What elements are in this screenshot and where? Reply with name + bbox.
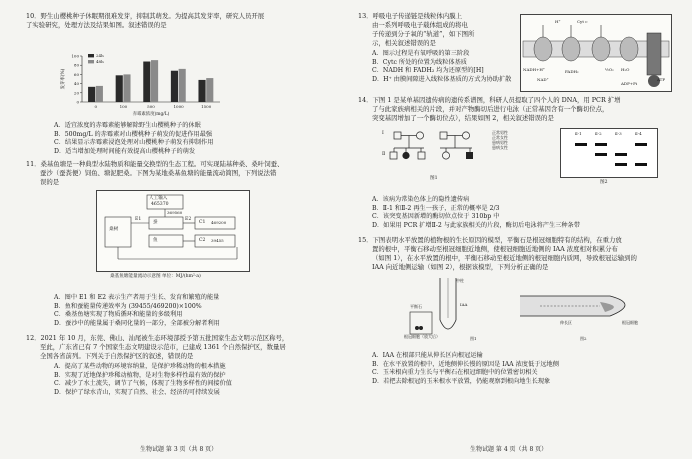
x-tick-label: 0 xyxy=(94,104,98,109)
q11-option-c: C．桑基鱼塘实现了物质循环和能量的多级利用 xyxy=(54,311,183,319)
q14-lane-4: Ⅱ-4 xyxy=(635,131,642,136)
q12-option-d: D．保护了绿水青山，实现了自然、社会、经济的可持续发展 xyxy=(54,388,220,396)
q11-node-fish: 鱼 xyxy=(153,238,158,243)
q13-label-fadh2: FADH₂ xyxy=(565,69,579,74)
q15-stem-line3: （如图 1），在水平放置的根中，平衡石移动至根近地侧的根冠细胞内质网，导致根冠运输到的 xyxy=(372,254,637,262)
q14-gen-1: Ⅰ xyxy=(382,131,384,136)
q11-stem-line2: 蚕沙（蚕粪便）饲鱼、塘泥肥桑。下图为某地桑基鱼塘的能量流动简图，下列说法错 xyxy=(40,169,277,177)
x-tick-label: 1500 xyxy=(201,104,212,109)
q11-node-c2: C2 xyxy=(199,238,206,243)
q13-option-b: B．Cytc 所处的位置为线粒体基质 xyxy=(372,58,467,66)
q13-label-half-o2: ½O₂ xyxy=(605,67,614,72)
q14-stem xyxy=(358,96,680,123)
q11-node-e2: E2 xyxy=(185,217,192,222)
q14-lane-1: Ⅱ-1 xyxy=(575,131,582,136)
q11-node-mulberry: 桑树 xyxy=(109,227,119,232)
q12-option-c: C．减少了水土流失，调节了气候，体现了生物多样性的间接价值 xyxy=(54,380,232,388)
q14-pedigree-drawing xyxy=(380,126,490,178)
y-tick-label: 100 xyxy=(71,53,79,59)
q13-stem-line4: 示，相关叙述错误的是 xyxy=(372,39,436,47)
q14-pedigree-figure xyxy=(380,126,530,188)
q10-option-d: D．适当增加处理时间能有效提高山樱桃种子的萌发 xyxy=(54,147,196,155)
q14-legend-item: 正常女性 xyxy=(492,135,508,140)
q14-gel-bands xyxy=(561,129,657,177)
q10-bar-chart xyxy=(60,44,230,116)
legend-swatch-24h xyxy=(88,54,94,57)
q14-gen-2: Ⅱ xyxy=(382,152,386,157)
q13-stem-line2: 由一系列呼吸电子载体组成的将电 xyxy=(372,21,468,29)
bar-24h-0 xyxy=(88,87,95,102)
bar-48h-500 xyxy=(151,60,158,102)
q15-root-figure xyxy=(400,276,660,344)
y-tick-label: 20 xyxy=(73,90,79,96)
q10-options xyxy=(40,122,340,156)
q15-options xyxy=(372,352,682,386)
q12-options xyxy=(40,363,340,397)
q14-legend-item: 患病男性 xyxy=(492,140,508,145)
bar-48h-0 xyxy=(96,86,103,102)
q11-box-value: 465370 xyxy=(151,202,169,207)
bar-48h-1500 xyxy=(206,78,213,102)
q12-stem-line2: 至此，广东省已有 7 个国家生态文明建设示范市，已建成 1361 个自然保护区，数量居 xyxy=(40,343,286,351)
q12-stem xyxy=(26,334,338,361)
q11-node-c1: C1 xyxy=(199,220,206,225)
q15-fig2-label: 图2 xyxy=(580,336,587,341)
q14-options xyxy=(372,196,682,230)
q11-stem xyxy=(26,160,338,187)
q15-fig1-label: 图1 xyxy=(470,336,477,341)
right-page-footer: 生物试题 第 4 页（共 8 页） xyxy=(470,446,548,453)
q13-label-h2o: H₂O xyxy=(621,67,630,72)
q13-options xyxy=(372,50,522,84)
q11-node-v3: 39455 xyxy=(211,238,224,243)
q11-figure-caption: 桑基鱼塘能量流动示意图 单位：MJ/(hm²·a) xyxy=(110,274,201,279)
q11-box-top: 人工输入 xyxy=(149,196,168,201)
bar-24h-1500 xyxy=(198,80,205,102)
q13-label-adp: ADP+Pi xyxy=(621,81,638,86)
y-tick-label: 60 xyxy=(73,71,79,77)
q10-option-a: A．适宜浓度的赤霉素能够解除野生山樱桃种子的休眠 xyxy=(54,122,201,129)
q11-options xyxy=(40,294,340,328)
q14-fig2-label: 图2 xyxy=(600,180,608,185)
q15-label-iaa: IAA xyxy=(460,302,468,307)
q11-node-v1: 369560 xyxy=(167,210,183,215)
bar-24h-1000 xyxy=(171,71,178,102)
q12-option-b: B．实现了近地保护珍稀动植物，是对生物多样性最有效的保护 xyxy=(54,371,226,379)
q11-option-b: B．鱼和蚕能量传递效率为 (39455/469200)×100% xyxy=(54,302,202,310)
q13-option-d: D．H⁺ 由膜间隙进入线粒体基质的方式为协助扩散 xyxy=(372,75,512,83)
q15-stem-line4: IAA 向近地侧运输（如图 2），根据该模型，下列分析正确的是 xyxy=(372,263,549,271)
q13-stem-line1: 13．呼吸电子传递链是线粒体内膜上 xyxy=(358,12,462,20)
q10-stem-line1: 10．野生山樱桃种子休眠期很难发芽，抑制其萌发。为提高其发芽率，研究人员开展 xyxy=(26,12,265,20)
q15-stem-line1: 15．下图表明水平放置的植物根的生长原因的模型，平衡石是根冠细胞特有的结构，在重力放 xyxy=(358,236,622,244)
q14-legend-item: 患病女性 xyxy=(492,145,508,150)
bar-24h-100 xyxy=(116,75,123,102)
q10-option-b: B．500mg/L 的赤霉素对山樱桃种子萌发的促进作用最强 xyxy=(54,130,213,138)
y-tick-label: 40 xyxy=(73,81,79,87)
q15-stem xyxy=(358,236,680,272)
q13-stem xyxy=(358,12,518,48)
y-tick-label: 80 xyxy=(73,62,79,68)
q13-stem-line3: 子传递到分子氧的“轨道”，如下图所 xyxy=(372,30,475,38)
q14-option-b: B．Ⅱ-1 和Ⅱ-2 再生一孩子，正常的概率是 2/3 xyxy=(372,204,500,212)
q15-option-c: C．玉米根向重力生长与平衡石在根冠细胞中的位置密切相关 xyxy=(372,369,538,377)
legend-label-48h: 48h xyxy=(96,59,104,65)
q13-option-c: C．NADH 和 FADH₂ 均为还原型的[H] xyxy=(372,67,484,75)
q13-label-atp: ATP xyxy=(657,77,666,82)
q11-node-v2: 469200 xyxy=(211,220,227,225)
q14-option-d: D．如果用 PCR 扩增Ⅱ-2 与此家族相关的片段，酶切后电泳将产生三种条带 xyxy=(372,221,580,229)
q14-legend xyxy=(492,130,508,150)
q11-diagram-lines xyxy=(97,191,249,271)
legend-label-24h: 24h xyxy=(96,53,104,59)
q13-label-nadh: NADH+H⁺ xyxy=(523,67,546,72)
x-axis-label: 赤霉素浓度(mg/L) xyxy=(132,112,170,116)
x-tick-label: 500 xyxy=(147,104,155,109)
q12-option-a: A．提高了某些动物的环境容纳量，是保护珍稀动物的根本措施 xyxy=(54,363,226,370)
q13-label-nad: NAD⁺ xyxy=(537,77,549,82)
q14-gel-figure xyxy=(560,128,658,178)
x-tick-label: 1000 xyxy=(173,104,184,109)
q11-option-d: D．蚕沙中的能量属于桑同化量的一部分，全部被分解者利用 xyxy=(54,319,220,327)
q15-label-stele: 中柱 xyxy=(456,278,464,283)
legend-swatch-48h xyxy=(88,60,94,63)
q15-option-d: D．若把去除根冠的玉米根水平放置，仍能观察到根向地生长现象 xyxy=(372,377,551,385)
q11-node-silkworm: 蚕 xyxy=(153,220,158,225)
q14-option-a: A．该病为常染色体上的隐性遗传病 xyxy=(372,196,470,203)
bar-48h-100 xyxy=(123,74,130,102)
q13-label-cytc: Cyt c xyxy=(577,19,588,24)
q15-label-rootcap-cell: 根冠细胞 xyxy=(622,320,638,325)
q10-stem-line2: 了实验研究，处理方法及结果如图。叙述错误的是 xyxy=(26,21,167,29)
q14-option-c: C．该突变基因新增的酶切位点位于 310bp 中 xyxy=(372,213,500,221)
q11-option-a: A．图中 E1 和 E2 表示生产者用于生长、发育和繁殖的能量 xyxy=(54,294,220,301)
q12-stem-line1: 12．2021 年 10 月，东莞、佛山、汕尾被生态环境部授予第五批国家生态文明示范区称号， xyxy=(26,334,289,342)
q13-option-a: A．图示过程是有氧呼吸的第三阶段 xyxy=(372,50,470,57)
y-tick-label: 0 xyxy=(76,99,79,105)
q15-label-statolith: 平衡石 xyxy=(410,304,422,309)
q13-electron-chain-diagram xyxy=(520,14,672,92)
q15-label-elongation: 伸长区 xyxy=(560,320,572,325)
q15-option-b: B．在水平放置的根中，近地侧伸长慢的原因是 IAA 浓度低于远地侧 xyxy=(372,360,559,368)
q14-lane-3: Ⅱ-3 xyxy=(615,131,622,136)
y-axis-label: 发芽率(%) xyxy=(61,68,66,90)
q10-option-c: C．结果显示赤霉素浸泡处理对山樱桃种子萌发有抑制作用 xyxy=(54,139,214,147)
q14-stem-line1: 14．下图 1 是某单基因遗传病的遗传系谱图，科研人员提取了四个人的 DNA，用 PCR 扩增 xyxy=(358,96,621,104)
q11-energy-flow-diagram xyxy=(96,190,250,272)
q14-lane-2: Ⅱ-2 xyxy=(595,131,602,136)
q14-stem-line3: 突变基因增加了一个酶切位点），结果如图 2，相关叙述错误的是 xyxy=(372,114,554,122)
q15-label-rootcap-magnified: 根冠细胞（放大后） xyxy=(404,334,440,339)
q11-stem-line1: 11．桑基鱼塘是一种典型水陆物质和能量交换型的生态工程。可实现陆基种桑、桑叶饲蚕、 xyxy=(26,160,284,168)
left-page-footer: 生物试题 第 3 页（共 8 页） xyxy=(140,446,218,453)
q15-stem-line2: 置的根中，平衡石移动至根冠细胞近地侧，使根冠细胞近地侧的 IAA 浓度相对积累分布 xyxy=(372,245,618,253)
q13-label-h: H⁺ xyxy=(555,19,561,24)
q12-stem-line3: 全国各省前列。下列关于自然保护区的叙述，错误的是 xyxy=(40,352,194,360)
bar-48h-1000 xyxy=(179,69,186,102)
q14-stem-line2: 了与此家族病相关的片段，并对产物酶切后进行电泳（正常基因含有一个酶切位点， xyxy=(372,105,609,113)
q14-legend-item: 正常男性 xyxy=(492,130,508,135)
q11-stem-line3: 误的是 xyxy=(40,178,60,186)
q11-node-e1: E1 xyxy=(135,217,142,222)
bar-24h-500 xyxy=(143,62,150,102)
q15-option-a: A．IAA 在根部只能从伸长区向根冠运输 xyxy=(372,352,483,359)
x-tick-label: 100 xyxy=(119,104,128,109)
q14-fig1-label: 图1 xyxy=(430,176,438,181)
